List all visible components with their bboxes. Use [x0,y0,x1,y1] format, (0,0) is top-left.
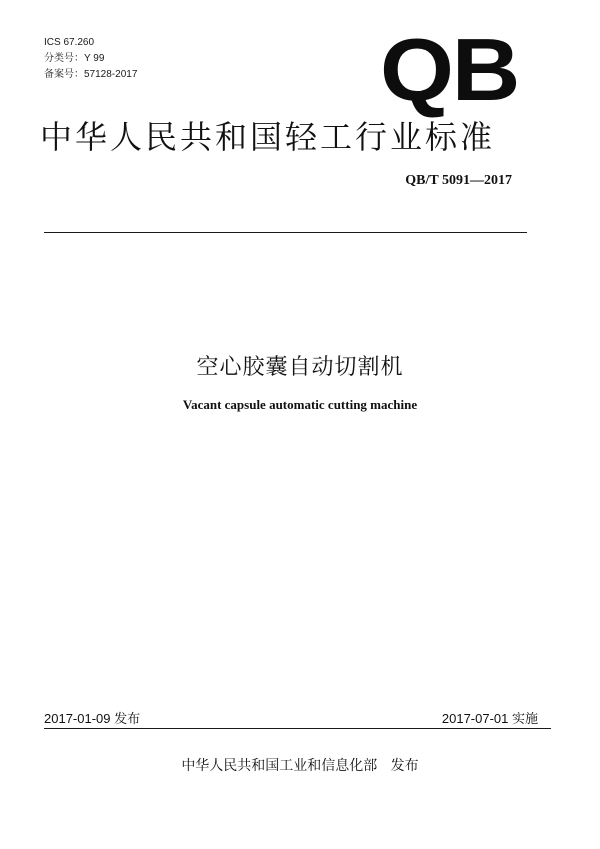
record-number: 备案号：57128-2017 [44,69,138,80]
standard-title: 中华人民共和国轻工行业标准 [40,118,496,156]
document-title-cn: 空心胶囊自动切割机 [196,355,404,380]
ics-code: ICS 67.260 [44,37,95,48]
header-divider [44,232,527,233]
document-title-en: Vacant capsule automatic cutting machine [182,397,418,412]
issue-date: 2017-01-09 发布 [44,711,141,726]
classification-number: 分类号：Y 99 [44,53,105,64]
document-metadata [44,35,137,83]
standard-code: QB/T 5091—2017 [405,173,512,188]
qb-logo: QB [380,20,519,119]
implementation-date: 2017-07-01 实施 [441,711,538,726]
publisher: 中华人民共和国工业和信息化部 发布 [181,758,419,774]
footer-divider [44,728,551,729]
